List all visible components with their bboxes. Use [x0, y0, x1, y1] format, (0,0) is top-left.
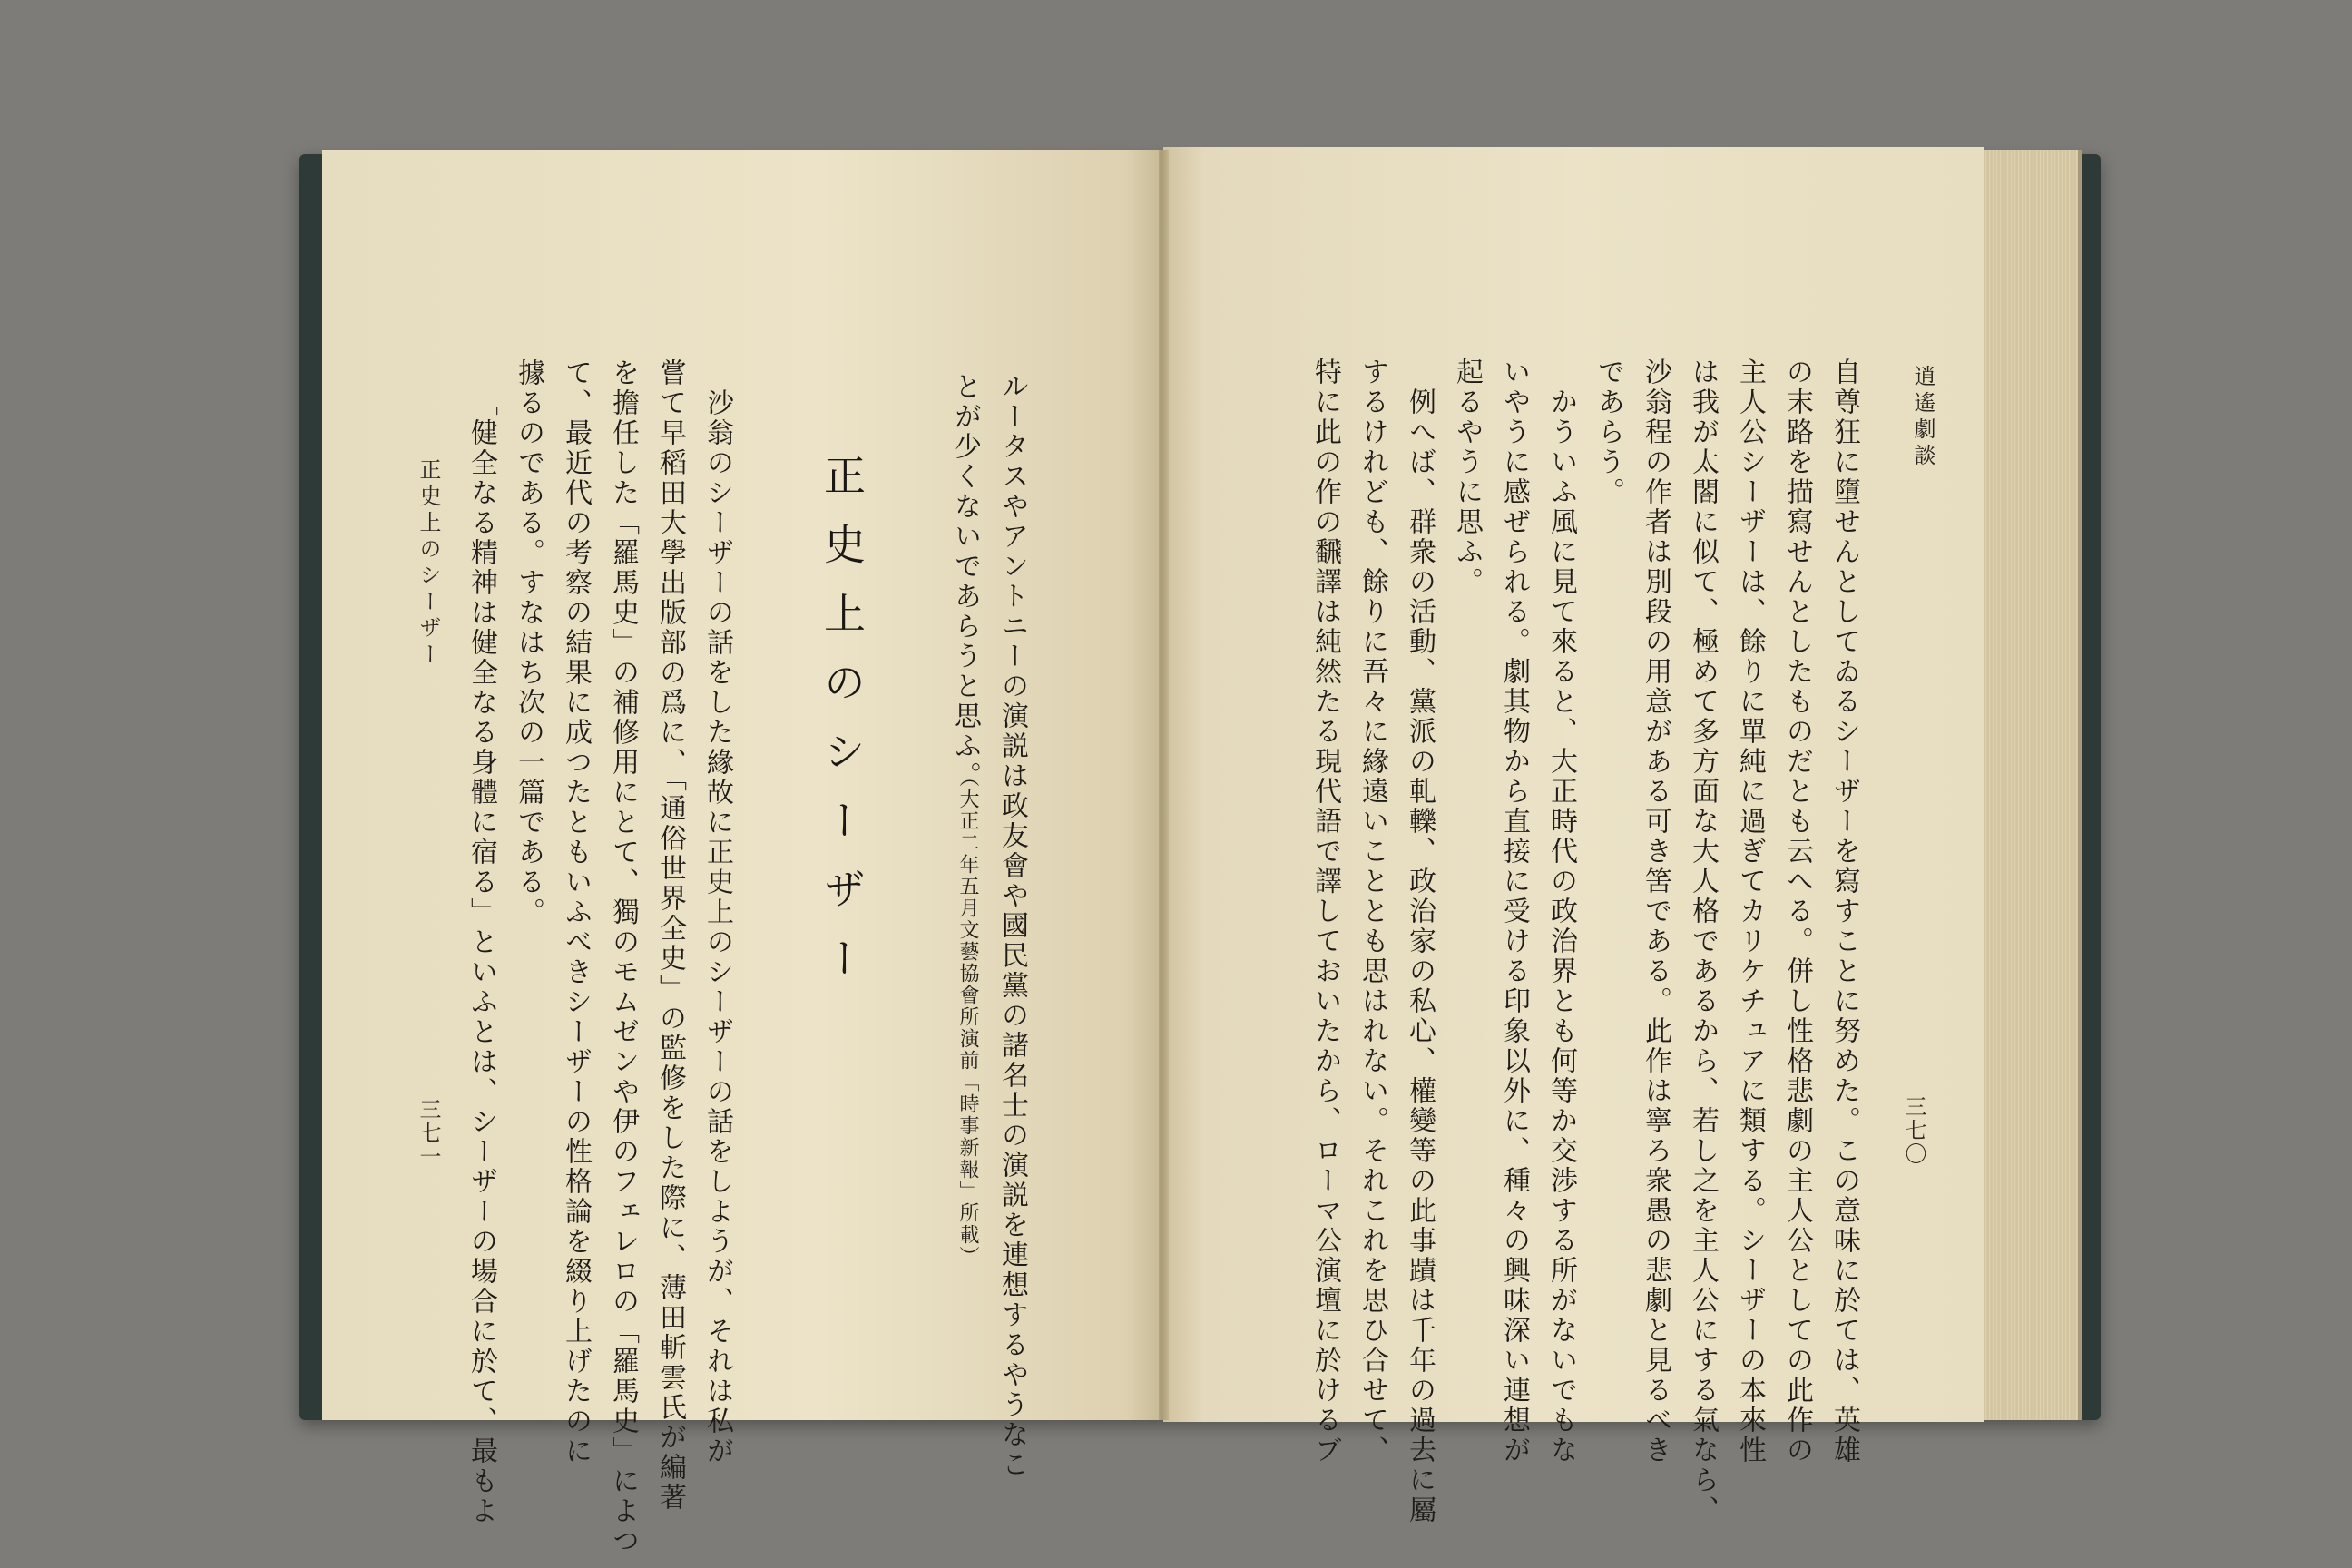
- text-column: いやうに感ぜられる。劇其物から直接に受ける印象以外に、種々の興味深い連想が: [1498, 358, 1530, 1465]
- text-column: 嘗て早稻田大學出版部の爲に、「通俗世界全史」の監修をした際に、薄田斬雲氏が編著: [654, 358, 686, 1513]
- text-column: であらう。: [1592, 358, 1624, 507]
- running-head: 正史上のシーザー: [416, 458, 441, 669]
- text-column: 特に此の作の飜譯は純然たる現代語で譯しておいたから、ローマ公演壇に於けるブ: [1309, 358, 1341, 1465]
- text-column: の末路を描寫せんとしたものだとも云へる。併し性格悲劇の主人公としての此作の: [1781, 358, 1813, 1465]
- text-column: かういふ風に見て來ると、大正時代の政治界とも何等か交渉する所がないでもな: [1545, 387, 1577, 1465]
- text-column: するけれども、餘りに吾々に緣遠いこととも思はれない。それこれを思ひ合せて、: [1357, 358, 1388, 1465]
- text-column: を擔任した「羅馬史」の補修用にとて、獨のモムゼンや伊のフェレロの「羅馬史」によつ: [607, 358, 639, 1556]
- source-note: （大正二年五月文藝協會所演前「時事新報」所載）: [956, 767, 979, 1268]
- left-page: [322, 150, 1159, 1556]
- running-head: 逍遙劇談: [1910, 365, 1936, 470]
- text-column: 沙翁程の作者は別段の用意がある可き筈である。此作は寧ろ衆愚の悲劇と見るべき: [1640, 358, 1671, 1465]
- right-page: [1163, 147, 1984, 1525]
- text-column: 沙翁のシーザーの話をした緣故に正史上のシーザーの話をしようが、それは私が: [701, 388, 733, 1466]
- text-column: は我が太閤に似て、極めて多方面な大人格であるから、若し之を主人公にする氣なら、: [1687, 358, 1719, 1525]
- page-number: 三七一: [416, 1098, 441, 1169]
- text-column: 「健全なる精神は健全なる身體に宿る」といふとは、シーザーの場合に於て、最もよ: [466, 388, 497, 1526]
- text-column: 起るやうに思ふ。: [1451, 358, 1483, 597]
- text-column: とが少くないであらうと思ふ。: [949, 372, 981, 791]
- text-column: ルータスやアントニーの演説は政友會や國民黨の諸名士の演説を連想するやうなこ: [996, 372, 1028, 1480]
- text-column: て、最近代の考察の結果に成つたともいふべきシーザーの性格論を綴り上げたのに: [560, 358, 592, 1466]
- text-column: 例へば、群衆の活動、黨派の軋轢、政治家の私心、權變等の此事蹟は千年の過去に屬: [1404, 387, 1436, 1525]
- text-column: 主人公シーザーは、餘りに單純に過ぎてカリケチュアに類する。シーザーの本來性: [1734, 358, 1766, 1465]
- page-block-edge: [1983, 150, 2082, 1420]
- text-column: 據るのである。すなはち次の一篇である。: [513, 358, 544, 927]
- section-heading: 正史上のシーザー: [818, 454, 867, 1005]
- text-column: 自尊狂に墮せんとしてゐるシーザーを寫すことに努めた。この意味に於ては、英雄: [1828, 358, 1860, 1465]
- page-number: 三七〇: [1901, 1095, 1926, 1166]
